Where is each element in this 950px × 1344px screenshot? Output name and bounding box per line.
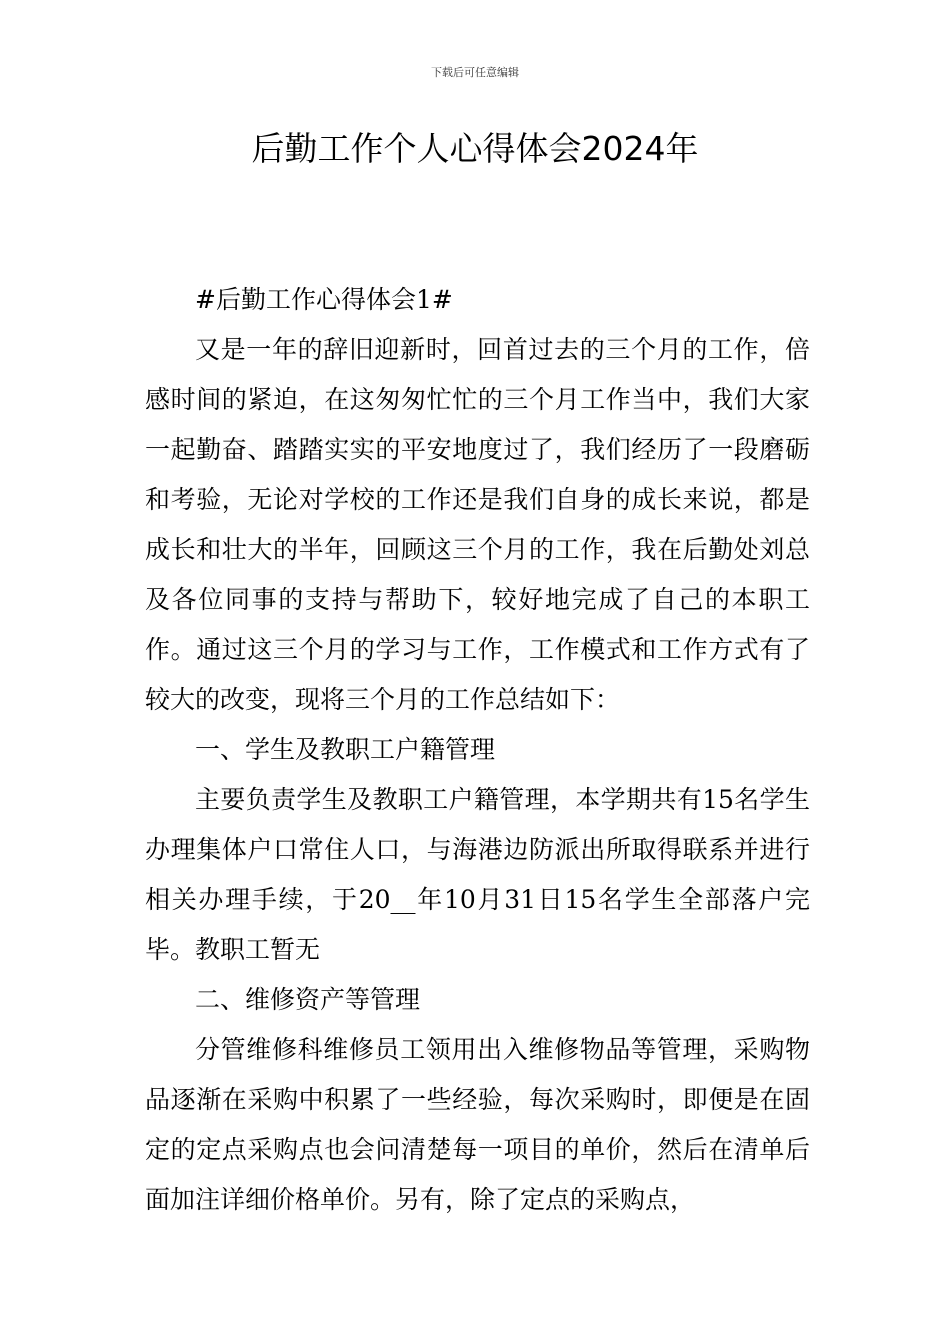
section-heading-1: #后勤工作心得体会1# (195, 285, 453, 314)
header-note: 下载后可任意编辑 (431, 66, 519, 79)
paragraph-household: 主要负责学生及教职工户籍管理，本学期共有15名学生办理集体户口常住人口，与海港边防派出所取得联系并进行相关办理手续，于20__年10月31日15名学生全部落户完毕。教职工暂无 (145, 785, 810, 964)
subheading-maintenance: 二、维修资产等管理 (195, 985, 421, 1014)
subheading-household: 一、学生及教职工户籍管理 (195, 735, 496, 764)
document-title: 后勤工作个人心得体会2024年 (251, 129, 699, 168)
paragraph-maintenance: 分管维修科维修员工领用出入维修物品等管理，采购物品逐渐在采购中积累了一些经验，每次采购时，即便是在固定的定点采购点也会问清楚每一项目的单价，然后在清单后面加注详细价格单价。另有，除了定点的采购点， (145, 1035, 810, 1214)
paragraph-intro: 又是一年的辞旧迎新时，回首过去的三个月的工作，倍感时间的紧迫，在这匆匆忙忙的三个月工作当中，我们大家一起勤奋、踏踏实实的平安地度过了，我们经历了一段磨砺和考验，无论对学校的工作还是我们自身的成长来说，都是成长和壮大的半年，回顾这三个月的工作，我在后勤处刘总及各位同事的支持与帮助下，较好地完成了自己的本职工作。通过这三个月的学习与工作，工作模式和工作方式有了较大的改变，现将三个月的工作总结如下： (145, 335, 810, 714)
document-body (145, 275, 810, 1225)
